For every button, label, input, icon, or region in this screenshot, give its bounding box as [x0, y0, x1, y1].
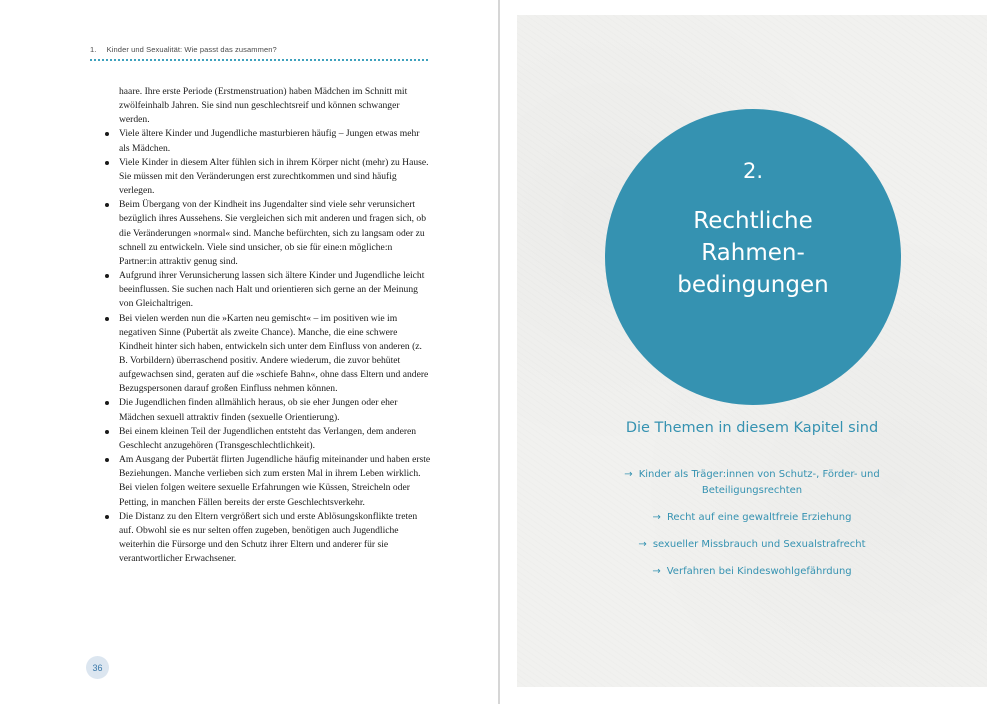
- topic-item: [517, 467, 987, 499]
- arrow-right-icon: →: [624, 469, 633, 480]
- bullet-item: Bei vielen werden nun die »Karten neu gemischt« – im positiven wie im negativen Sinne (Pubertät als zweite Chance). Manche, die eine schwere Kindheit hinter sich haben, entwickeln sich unter dem Einfluss von anderen (z. B. Vorbildern) überraschend positiv. Andere wiederum, die zuvor behütet aufgewachsen sind, geraten auf die »schiefe Bahn«, ohne dass Eltern und andere Bezugspersonen darauf großen Einfluss nehmen können.: [104, 312, 432, 397]
- arrow-right-icon: →: [652, 512, 661, 523]
- bullet-item: Aufgrund ihrer Verunsicherung lassen sich ältere Kinder und Jugendliche leicht beeinflussen. Sie suchen nach Halt und orientieren sich gerne an der Meinung von Gleichaltrigen.: [104, 269, 432, 311]
- bullet-item: Die Distanz zu den Eltern vergrößert sich und erste Ablösungskonflikte treten auf. Obwohl sie es nur selten offen zugeben, benötigen auch Jugendliche weiterhin die Fürsorge und den Schutz ihrer Eltern und anderer für sie verantwortlicher Erwachsener.: [104, 510, 432, 567]
- page-gutter: [498, 0, 500, 704]
- chapter-circle: [605, 109, 901, 405]
- bullet-item: Beim Übergang von der Kindheit ins Jugendalter sind viele sehr verunsichert bezüglich ihres Aussehens. Sie vergleichen sich mit anderen und fragen sich, ob die Veränderungen »normal« sind. Manche befürchten, sich zu langsam oder zu schnell zu entwickeln. Viele sind unsicher, ob sie für eine:n mögliche:n Partner:in attraktiv genug sind.: [104, 198, 432, 269]
- topic-item: [517, 510, 987, 526]
- bullet-item: Am Ausgang der Pubertät flirten Jugendliche häufig miteinander und haben erste Beziehungen. Manche verlieben sich zum ersten Mal in ihrem Leben wirklich. Bei vielen folgen weitere sexuelle Erfahrungen wie Küssen, Streicheln oder Petting, in manchen Fällen bereits der erste Geschlechtsverkehr.: [104, 453, 432, 510]
- arrow-right-icon: →: [638, 539, 647, 550]
- topic-text: Kinder als Träger:innen von Schutz-, Förder- und: [638, 469, 880, 480]
- topic-item: [517, 564, 987, 580]
- chapter-title-line: bedingungen: [677, 272, 829, 298]
- topic-text: Verfahren bei Kindeswohlgefährdung: [666, 566, 852, 577]
- chapter-number: 2.: [742, 159, 764, 183]
- lead-paragraph: haare. Ihre erste Periode (Erstmenstruation) haben Mädchen im Schnitt mit zwölfeinhalb Jahren. Sie sind nun geschlechtsreif und können schwanger werden.: [119, 86, 408, 126]
- header-dotted-rule: [90, 59, 428, 61]
- bullet-list: [104, 127, 432, 566]
- bullet-item: Viele ältere Kinder und Jugendliche masturbieren häufig – Jungen etwas mehr als Mädchen.: [104, 127, 432, 155]
- running-header-number: 1.: [90, 45, 97, 54]
- arrow-right-icon: →: [652, 566, 661, 577]
- chapter-title-line: Rechtliche: [693, 208, 813, 234]
- body-text: [104, 85, 432, 566]
- running-header-title: Kinder und Sexualität: Wie passt das zusammen?: [106, 45, 277, 54]
- topic-text: Recht auf eine gewaltfreie Erziehung: [666, 512, 852, 523]
- topics-heading: Die Themen in diesem Kapitel sind: [625, 420, 879, 436]
- topic-item: [517, 537, 987, 553]
- topic-text-continued: Beteiligungsrechten: [701, 485, 803, 496]
- chapter-title-line: Rahmen-: [701, 240, 805, 266]
- bullet-item: Viele Kinder in diesem Alter fühlen sich in ihrem Körper nicht (mehr) zu Hause. Sie müssen mit den Veränderungen erst zurechtkommen und sind häufig verlegen.: [104, 156, 432, 198]
- topic-text: sexueller Missbrauch und Sexualstrafrecht: [652, 539, 866, 550]
- right-page: [517, 15, 987, 687]
- left-page: [0, 0, 498, 704]
- bullet-item: Die Jugendlichen finden allmählich heraus, ob sie eher Jungen oder eher Mädchen sexuell attraktiv finden (sexuelle Orientierung).: [104, 396, 432, 424]
- chapter-title: [605, 205, 901, 301]
- page-number: 36: [86, 656, 109, 679]
- running-header: [90, 45, 277, 54]
- bullet-item: Bei einem kleinen Teil der Jugendlichen entsteht das Verlangen, dem anderen Geschlecht anzugehören (Transgeschlechtlichkeit).: [104, 425, 432, 453]
